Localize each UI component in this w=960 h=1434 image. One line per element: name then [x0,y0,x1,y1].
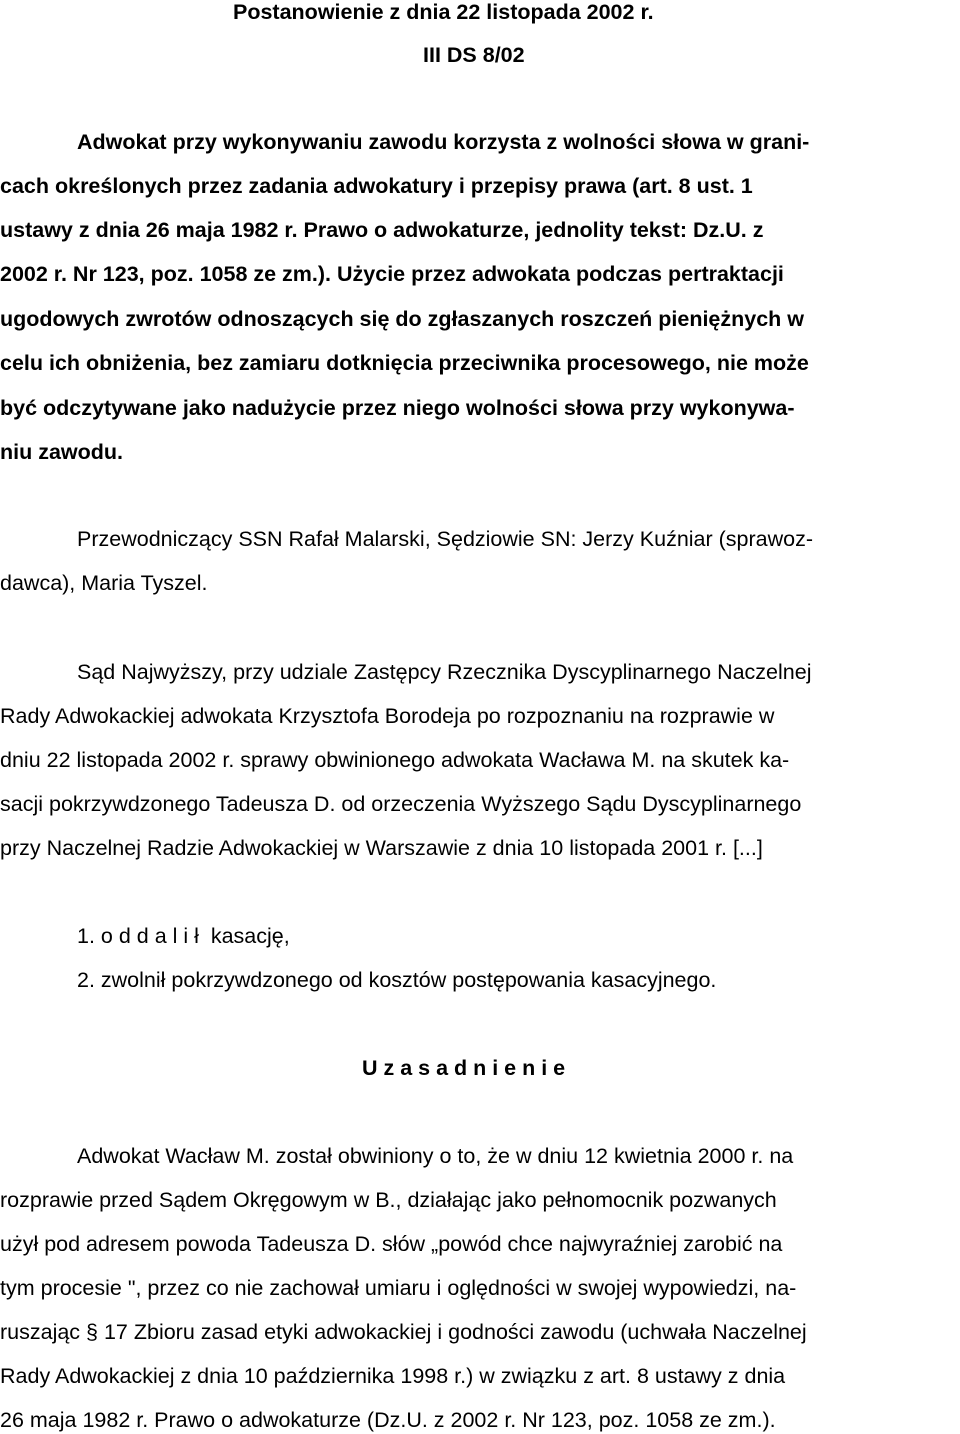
justification-line: Adwokat Wacław M. został obwiniony o to, że w dniu 12 kwietnia 2000 r. na [77,1144,794,1168]
ruling-line: Rady Adwokackiej adwokata Krzysztofa Borodeja po rozpoznaniu na rozprawie w [0,704,775,728]
justification-line: ruszając § 17 Zbioru zasad etyki adwokackiej i godności zawodu (uchwała Naczelnej [0,1320,807,1344]
composition-line: Przewodniczący SSN Rafał Malarski, Sędziowie SN: Jerzy Kuźniar (sprawoz- [77,527,814,551]
thesis-line: 2002 r. Nr 123, poz. 1058 ze zm.). Użycie przez adwokata podczas pertraktacji [0,262,784,286]
ruling-line: dniu 22 listopada 2002 r. sprawy obwinionego adwokata Wacława M. na skutek ka- [0,748,790,772]
ruling-line: przy Naczelnej Radzie Adwokackiej w Warszawie z dnia 10 listopada 2001 r. [...] [0,836,763,860]
thesis-line: Adwokat przy wykonywaniu zawodu korzysta z wolności słowa w grani- [77,130,810,154]
thesis-line: celu ich obniżenia, bez zamiaru dotknięcia przeciwnika procesowego, nie może [0,351,809,375]
ruling-line: Sąd Najwyższy, przy udziale Zastępcy Rzecznika Dyscyplinarnego Naczelnej [77,660,812,684]
justification-line: tym procesie ", przez co nie zachował umiaru i oględności w swojej wypowiedzi, na- [0,1276,797,1300]
thesis-line: ustawy z dnia 26 maja 1982 r. Prawo o adwokaturze, jednolity tekst: Dz.U. z [0,218,764,242]
thesis-line: niu zawodu. [0,440,124,464]
composition-line: dawca), Maria Tyszel. [0,571,208,595]
document-title: Postanowienie z dnia 22 listopada 2002 r. [233,0,654,24]
ruling-line: sacji pokrzywdzonego Tadeusza D. od orzeczenia Wyższego Sądu Dyscyplinarnego [0,792,802,816]
justification-heading: U z a s a d n i e n i e [362,1056,566,1080]
thesis-line: być odczytywane jako nadużycie przez niego wolności słowa przy wykonywa- [0,396,795,420]
justification-line: użył pod adresem powoda Tadeusza D. słów „powód chce najwyraźniej zarobić na [0,1232,783,1256]
justification-line: rozprawie przed Sądem Okręgowym w B., działając jako pełnomocnik pozwanych [0,1188,777,1212]
ruling-item: 2. zwolnił pokrzywdzonego od kosztów postępowania kasacyjnego. [77,968,717,992]
thesis-line: ugodowych zwrotów odnoszących się do zgłaszanych roszczeń pieniężnych w [0,307,805,331]
ruling-item: 1. o d d a l i ł kasację, [77,924,290,948]
justification-line: 26 maja 1982 r. Prawo o adwokaturze (Dz.U. z 2002 r. Nr 123, poz. 1058 ze zm.). [0,1408,776,1432]
thesis-line: cach określonych przez zadania adwokatury i przepisy prawa (art. 8 ust. 1 [0,174,753,198]
case-signature: III DS 8/02 [423,43,525,67]
justification-line: Rady Adwokackiej z dnia 10 października 1998 r.) w związku z art. 8 ustawy z dnia [0,1364,786,1388]
